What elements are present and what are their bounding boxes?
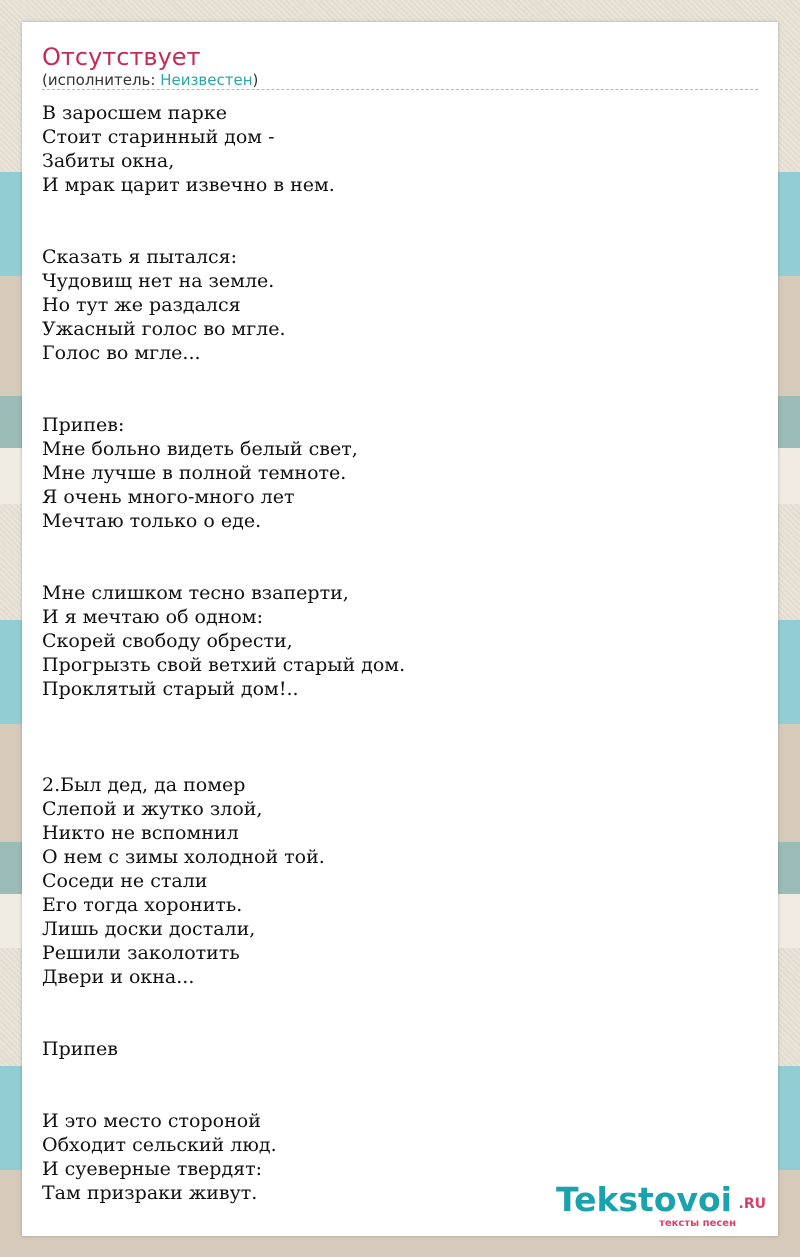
lyrics-card (22, 22, 778, 1236)
lyric-line: Ужасный голос во мгле. (42, 318, 286, 340)
lyric-line: Решили заколотить (42, 942, 240, 964)
lyric-line: Припев: (42, 414, 125, 436)
lyric-line: И суеверные твердят: (42, 1158, 263, 1180)
lyric-line: Мечтаю только о еде. (42, 510, 262, 532)
lyric-line (42, 1061, 405, 1085)
lyric-line (42, 221, 405, 245)
lyric-line: Я очень много-много лет (42, 486, 295, 508)
performer-link[interactable]: Неизвестен (160, 71, 253, 89)
lyric-line: Обходит сельский люд. (42, 1134, 277, 1156)
lyric-line (42, 1013, 405, 1037)
lyric-line: Мне слишком тесно взаперти, (42, 582, 349, 604)
lyric-line: Двери и окна... (42, 966, 195, 988)
lyric-line: Слепой и жутко злой, (42, 798, 263, 820)
lyric-line (42, 1085, 405, 1109)
performer-suffix: ) (252, 71, 259, 89)
lyric-line: Мне больно видеть белый свет, (42, 438, 358, 460)
lyrics-text (42, 101, 405, 1205)
lyric-line: Сказать я пытался: (42, 246, 238, 268)
lyric-line: Соседи не стали (42, 870, 208, 892)
lyric-line: Его тогда хоронить. (42, 894, 243, 916)
lyric-line: О нем с зимы холодной той. (42, 846, 325, 868)
lyric-line (42, 989, 405, 1013)
lyric-line: Проклятый старый дом!.. (42, 678, 299, 700)
lyric-line (42, 533, 405, 557)
performer-prefix: (исполнитель: (42, 71, 161, 89)
lyric-line: Там призраки живут. (42, 1182, 258, 1204)
lyric-line: 2.Был дед, да помер (42, 774, 246, 796)
lyric-line: Лишь доски достали, (42, 918, 256, 940)
lyric-line: И это место стороной (42, 1110, 261, 1132)
performer-line (42, 71, 258, 89)
lyric-line: И я мечтаю об одном: (42, 606, 263, 628)
lyric-line: Мне лучше в полной темноте. (42, 462, 347, 484)
lyric-line: Скорей свободу обрести, (42, 630, 293, 652)
lyric-line: И мрак царит извечно в нем. (42, 174, 335, 196)
lyric-line: В заросшем парке (42, 102, 227, 124)
logo-wordmark: Tekstovoi (555, 1180, 732, 1219)
lyric-line: Забиты окна, (42, 150, 175, 172)
lyric-line: Голос во мгле... (42, 342, 201, 364)
lyric-line: Никто не вспомнил (42, 822, 239, 844)
logo-tagline: тексты песен (659, 1218, 736, 1229)
lyric-line (42, 749, 405, 773)
lyric-line (42, 197, 405, 221)
logo-tld: .RU (738, 1196, 766, 1212)
lyric-line (42, 701, 405, 725)
lyric-line (42, 557, 405, 581)
title-divider (42, 89, 758, 90)
lyric-line: Чудовищ нет на земле. (42, 270, 275, 292)
lyric-line: Стоит старинный дом - (42, 126, 275, 148)
site-logo[interactable] (555, 1180, 772, 1229)
lyric-line: Но тут же раздался (42, 294, 241, 316)
lyric-line (42, 365, 405, 389)
lyric-line: Прогрызть свой ветхий старый дом. (42, 654, 406, 676)
lyric-line: Припев (42, 1038, 118, 1060)
lyric-line (42, 389, 405, 413)
song-title: Отсутствует (42, 43, 201, 71)
lyric-line (42, 725, 405, 749)
